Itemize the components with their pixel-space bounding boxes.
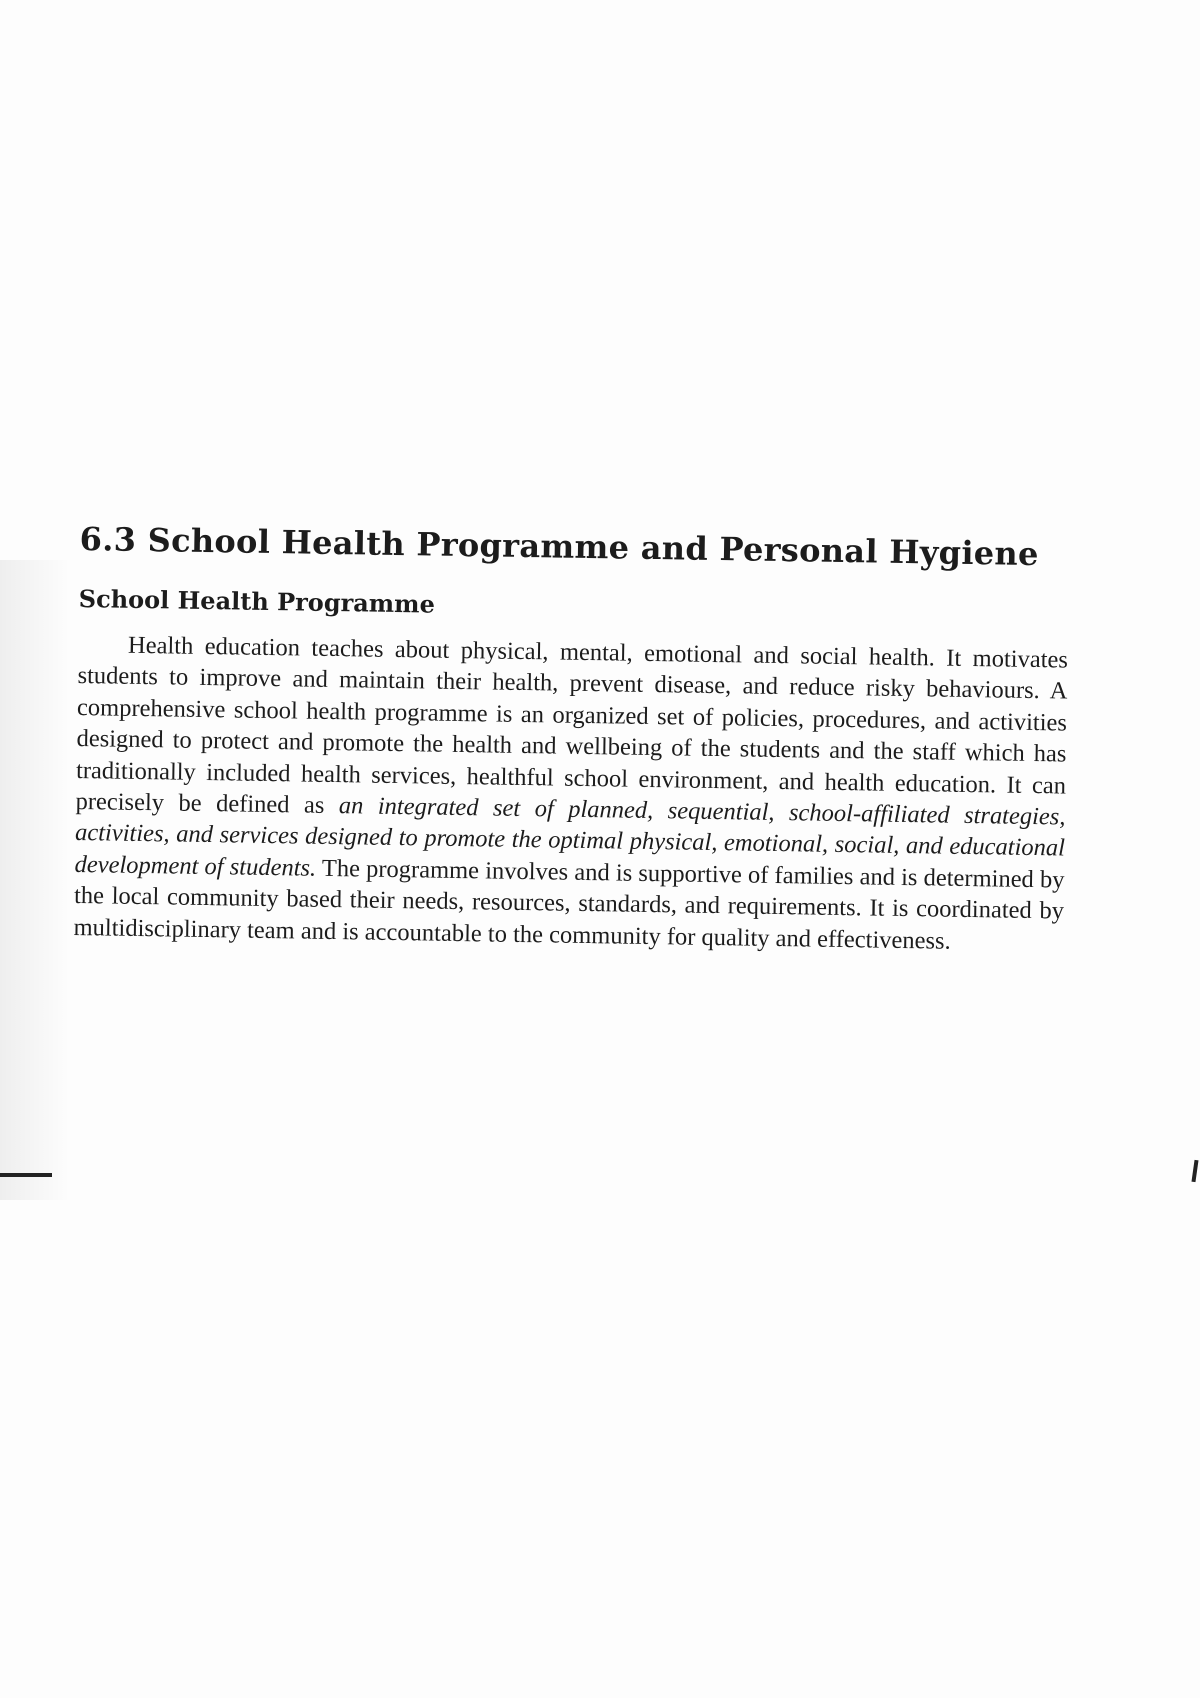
page-content (73, 520, 1070, 959)
paragraph-part-1: Health education teaches about physical, mental, emotional and social health. It motivates students to improve and maintain their health, prevent disease, and reduce risky behaviours. A comprehensive school health programme is an organized set of policies, procedures, and activities designed to protect and promote the health and wellbeing of the students and the staff which has traditionally included health services, healthful school environment, and health education. It can precisely be defined as (75, 631, 1069, 820)
section-title: 6.3 School Health Programme and Personal Hygiene (79, 520, 1040, 574)
body-paragraph (73, 629, 1068, 959)
subheading: School Health Programme (78, 583, 436, 619)
book-edge-left (0, 1173, 52, 1177)
book-edge-right (1191, 1160, 1198, 1182)
page-shadow (0, 560, 70, 1200)
paragraph-part-2: The programme involves and is supportive of families and is determined by the local community based their needs, resources, standards, and requirements. It is coordinated by multidisciplinary team and is accountable to the community for quality and effectiveness. (73, 854, 1065, 955)
definition-text: an integrated set of planned, sequential, school-affiliated strategies, activities, and services designed to promote the optimal physical, emotional, social, and educational development of students. (74, 792, 1066, 882)
